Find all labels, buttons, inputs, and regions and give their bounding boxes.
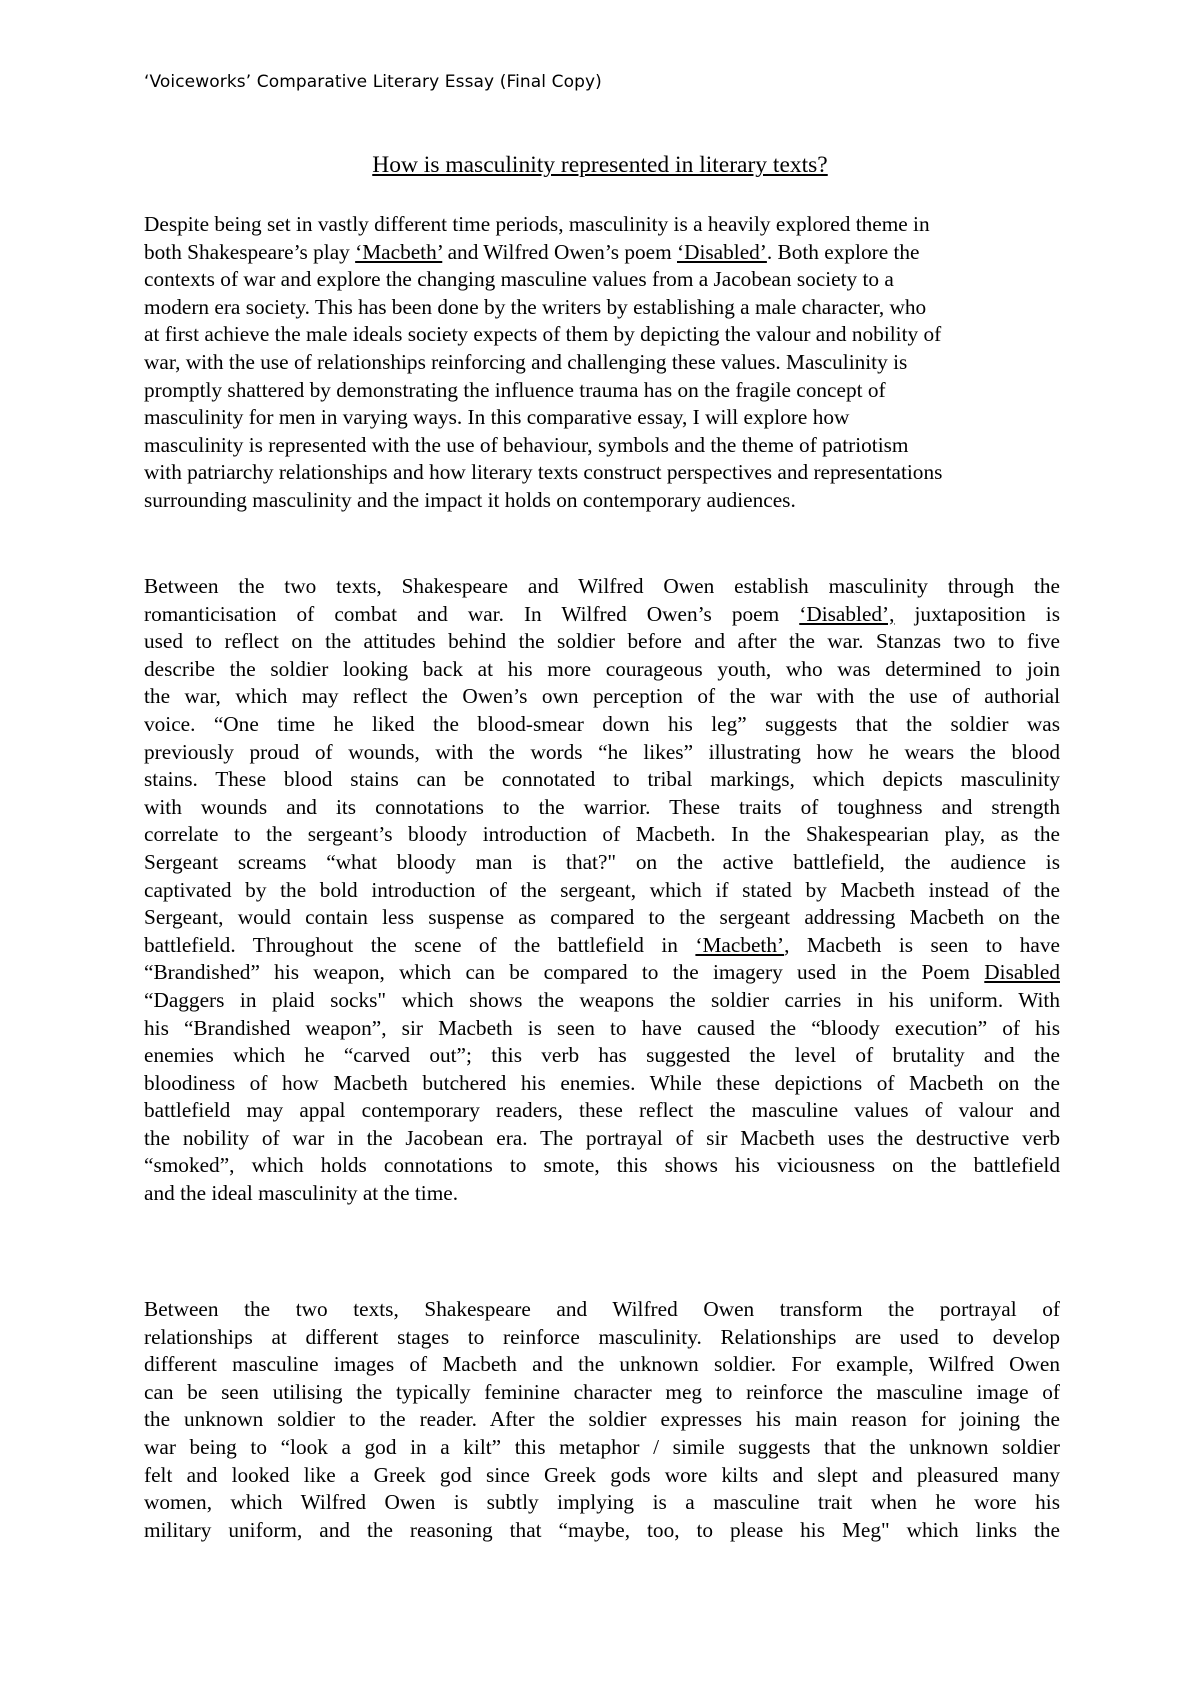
text-line: Sergeant screams “what bloody man is that?" on the active battlefield, the audience is (144, 849, 1060, 874)
text-line: enemies which he “carved out”; this verb has suggested the level of brutality and the (144, 1043, 1060, 1068)
text-line: and the ideal masculinity at the time. (144, 1181, 459, 1206)
text-line: “Daggers in plaid socks" which shows the weapons the soldier carries in his uniform. With (144, 987, 1060, 1012)
text-line: war, with the use of relationships reinforcing and challenging these values. Masculinity is (144, 349, 908, 374)
text-line: war being to “look a god in a kilt” this metaphor / simile suggests that the unknown soldier (144, 1434, 1060, 1459)
text-line: can be seen utilising the typically feminine character meg to reinforce the masculine image of (144, 1379, 1060, 1404)
text-line: surrounding masculinity and the impact it holds on contemporary audiences. (144, 487, 796, 512)
text-line: bloodiness of how Macbeth butchered his enemies. While these depictions of Macbeth on the (144, 1070, 1060, 1095)
text-line: Despite being set in vastly different time periods, masculinity is a heavily explored theme in (144, 212, 930, 236)
paragraph-combat (144, 573, 1060, 1208)
text-line: masculinity is represented with the use of behaviour, symbols and the theme of patriotism (144, 432, 909, 457)
text-line: contexts of war and explore the changing masculine values from a Jacobean society to a (144, 267, 894, 292)
text-line: voice. “One time he liked the blood-smear down his leg” suggests that the soldier was (144, 711, 1060, 736)
text-line: the war, which may reflect the Owen’s own perception of the war with the use of authorial (144, 684, 1060, 709)
text-line (144, 601, 1060, 629)
text-run: , Macbeth is seen to have (784, 932, 1060, 957)
title-disabled-reference: Disabled (984, 960, 1060, 985)
text-line: captivated by the bold introduction of the sergeant, which if stated by Macbeth instead of the (144, 877, 1060, 902)
text-run: . Both explore the (766, 239, 920, 264)
text-line (144, 932, 1060, 960)
paragraph-relationships (144, 1296, 1060, 1544)
text-line: the nobility of war in the Jacobean era. The portrayal of sir Macbeth uses the destructive verb (144, 1125, 1060, 1150)
text-line: military uniform, and the reasoning that “maybe, too, to please his Meg" which links the (144, 1517, 1060, 1542)
title-macbeth-reference: ‘Macbeth’ (355, 239, 443, 264)
text-line: Sergeant, would contain less suspense as compared to the sergeant addressing Macbeth on the (144, 905, 1060, 930)
text-line: Between the two texts, Shakespeare and Wilfred Owen establish masculinity through the (144, 574, 1060, 598)
text-run: “Brandished” his weapon, which can be compared to the imagery used in the Poem (144, 960, 985, 985)
title-disabled-reference: ‘Disabled’, (799, 601, 895, 626)
text-line: with patriarchy relationships and how literary texts construct perspectives and representations (144, 460, 943, 485)
text-line: stains. These blood stains can be connotated to tribal markings, which depicts masculinity (144, 767, 1060, 792)
text-line: previously proud of wounds, with the words “he likes” illustrating how he wears the blood (144, 739, 1060, 764)
title-disabled-reference: ‘Disabled’ (677, 239, 767, 264)
text-line: with wounds and its connotations to the warrior. These traits of toughness and strength (144, 794, 1060, 819)
text-line: Between the two texts, Shakespeare and Wilfred Owen transform the portrayal of (144, 1297, 1060, 1321)
text-run: both Shakespeare’s play (144, 239, 356, 264)
text-line: modern era society. This has been done by the writers by establishing a male character, who (144, 294, 927, 319)
text-line: his “Brandished weapon”, sir Macbeth is seen to have caused the “bloody execution” of his (144, 1015, 1060, 1040)
text-line: battlefield may appal contemporary readers, these reflect the masculine values of valour and (144, 1098, 1060, 1123)
paragraph-intro (144, 211, 1060, 515)
text-line: felt and looked like a Greek god since Greek gods wore kilts and slept and pleasured many (144, 1462, 1060, 1487)
text-line: at first achieve the male ideals society expects of them by depicting the valour and nobility of (144, 322, 942, 347)
text-line: used to reflect on the attitudes behind the soldier before and after the war. Stanzas two to five (144, 629, 1060, 654)
text-line: women, which Wilfred Owen is subtly implying is a masculine trait when he wore his (144, 1490, 1060, 1515)
document-header: ‘Voiceworks’ Comparative Literary Essay (Final Copy) (144, 72, 602, 92)
title-macbeth-reference: ‘Macbeth’ (695, 932, 785, 957)
text-line: different masculine images of Macbeth and the unknown soldier. For example, Wilfred Owen (144, 1352, 1060, 1377)
text-line: “smoked”, which holds connotations to smote, this shows his viciousness on the battlefield (144, 1153, 1060, 1178)
text-line (144, 239, 1060, 267)
text-line: promptly shattered by demonstrating the influence trauma has on the fragile concept of (144, 377, 886, 402)
text-run: battlefield. Throughout the scene of the battlefield in (144, 932, 696, 957)
text-line: relationships at different stages to reinforce masculinity. Relationships are used to develop (144, 1324, 1060, 1349)
text-line: describe the soldier looking back at his more courageous youth, who was determined to join (144, 656, 1060, 681)
essay-title: How is masculinity represented in literary texts? (372, 152, 828, 178)
text-line: correlate to the sergeant’s bloody introduction of Macbeth. In the Shakespearian play, as the (144, 822, 1060, 847)
text-run: romanticisation of combat and war. In Wilfred Owen’s poem (144, 601, 800, 626)
text-line: the unknown soldier to the reader. After the soldier expresses his main reason for joining the (144, 1407, 1060, 1432)
text-line: masculinity for men in varying ways. In this comparative essay, I will explore how (144, 405, 850, 430)
text-run: and Wilfred Owen’s poem (442, 239, 677, 264)
text-run: juxtaposition is (894, 601, 1060, 626)
text-line (144, 959, 1060, 987)
